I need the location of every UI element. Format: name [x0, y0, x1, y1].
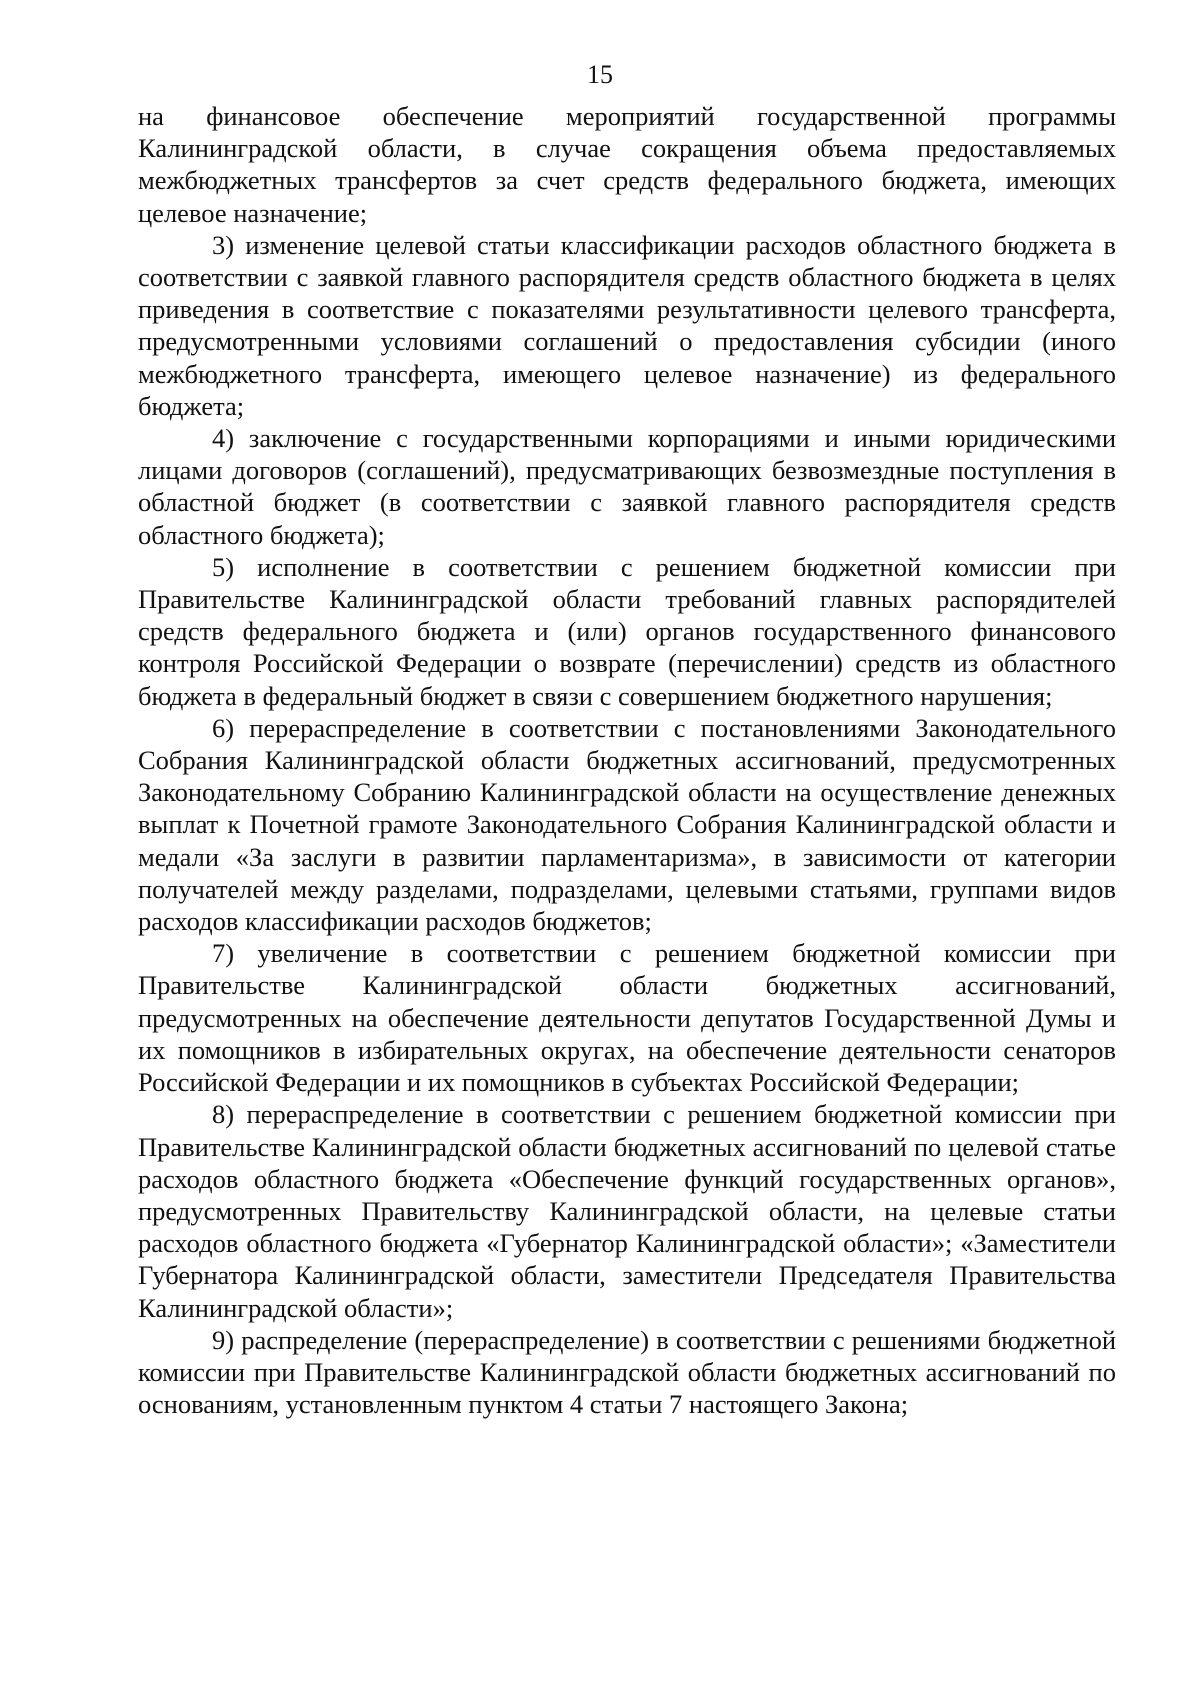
paragraph-item-6: 6) перераспределение в соответствии с постановлениями Законодательного Собрания Калининградской области бюджетных ассигнований, предусмотренных Законодательному Собранию Калининградской области на осуществление денежных выплат к Почетной грамоте Законодательного Собрания Калининградской области и медали «За заслуги в развитии парламентаризма», в зависимости от категории получателей между разделами, подразделами, целевыми статьями, группами видов расходов классификации расходов бюджетов;	[138, 712, 1116, 937]
paragraph-item-4: 4) заключение с государственными корпорациями и иными юридическими лицами договоров (соглашений), предусматривающих безвозмездные поступления в областной бюджет (в соответствии с заявкой главного распорядителя средств областного бюджета);	[138, 423, 1116, 550]
paragraph-item-8: 8) перераспределение в соответствии с решением бюджетной комиссии при Правительстве Калининградской области бюджетных ассигнований по целевой статье расходов областного бюджета «Обеспечение функций государственных органов», предусмотренных Правительству Калининградской области, на целевые статьи расходов областного бюджета «Губернатор Калининградской области»; «Заместители Губернатора Калининградской области, заместители Председателя Правительства Калининградской области»;	[138, 1099, 1116, 1323]
paragraph-item-3: 3) изменение целевой статьи классификации расходов областного бюджета в соответствии с заявкой главного распорядителя средств областного бюджета в целях приведения в соответствие с показателями результативности целевого трансферта, предусмотренными условиями соглашений о предоставления субсидии (иного межбюджетного трансферта, имеющего целевое назначение) из федерального бюджета;	[138, 229, 1116, 421]
document-body	[138, 100, 1116, 1420]
paragraph-item-9: 9) распределение (перераспределение) в соответствии с решениями бюджетной комиссии при Правительстве Калининградской области бюджетных ассигнований по основаниям, установленным пунктом 4 статьи 7 настоящего Закона;	[138, 1324, 1116, 1420]
page-number: 15	[587, 60, 613, 89]
paragraph-item-5: 5) исполнение в соответствии с решением бюджетной комиссии при Правительстве Калининградской области требований главных распорядителей средств федерального бюджета и (или) органов государственного финансового контроля Российской Федерации о возврате (перечислении) средств из областного бюджета в федеральный бюджет в связи с совершением бюджетного нарушения;	[138, 551, 1116, 711]
paragraph-continuation: на финансовое обеспечение мероприятий государственной программы Калининградской области, в случае сокращения объема предоставляемых межбюджетных трансфертов за счет средств федерального бюджета, имеющих целевое назначение;	[138, 101, 1116, 228]
paragraph-item-7: 7) увеличение в соответствии с решением бюджетной комиссии при Правительстве Калининградской области бюджетных ассигнований, предусмотренных на обеспечение деятельности депутатов Государственной Думы и их помощников в избирательных округах, на обеспечение деятельности сенаторов Российской Федерации и их помощников в субъектах Российской Федерации;	[138, 938, 1116, 1098]
